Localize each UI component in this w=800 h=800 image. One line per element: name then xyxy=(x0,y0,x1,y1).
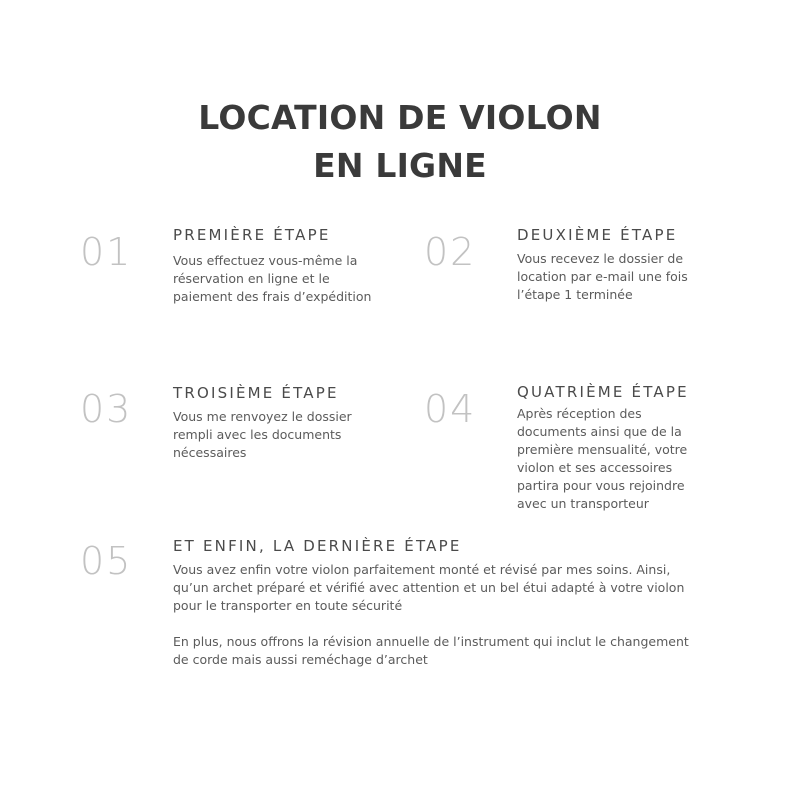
step-description xyxy=(173,561,698,669)
page-title xyxy=(0,94,800,190)
step-number: 02 xyxy=(424,230,477,274)
step-number: 03 xyxy=(80,387,133,431)
step-number: 04 xyxy=(424,387,477,431)
page-title-line-2: EN LIGNE xyxy=(313,146,487,185)
step-number: 01 xyxy=(80,230,133,274)
step-number: 05 xyxy=(80,539,133,583)
step-description: Vous me renvoyez le dossier rempli avec les documents nécessaires xyxy=(173,409,352,460)
step-heading: QUATRIÈME ÉTAPE xyxy=(517,383,689,401)
step-description-extra: En plus, nous offrons la révision annuelle de l’instrument qui inclut le changement de corde mais aussi reméchage d’archet xyxy=(173,634,689,667)
step-description: Vous effectuez vous-même la réservation en ligne et le paiement des frais d’expédition xyxy=(173,253,372,304)
step-heading: TROISIÈME ÉTAPE xyxy=(173,384,339,402)
step-heading: ET ENFIN, LA DERNIÈRE ÉTAPE xyxy=(173,537,462,555)
step-description: Après réception des documents ainsi que de la première mensualité, votre violon et ses accessoires partira pour vous rejoindre avec un transporteur xyxy=(517,406,688,511)
step-description: Vous recevez le dossier de location par e-mail une fois l’étape 1 terminée xyxy=(517,251,688,302)
step-description-paragraph: Vous avez enfin votre violon parfaitement monté et révisé par mes soins. Ainsi, qu’un archet préparé et vérifié avec attention et un bel étui adapté à votre violon pour le transporter en toute sécurité xyxy=(173,562,685,613)
page-title-line-1: LOCATION DE VIOLON xyxy=(198,98,602,137)
step-heading: DEUXIÈME ÉTAPE xyxy=(517,226,678,244)
step-heading: PREMIÈRE ÉTAPE xyxy=(173,226,331,244)
